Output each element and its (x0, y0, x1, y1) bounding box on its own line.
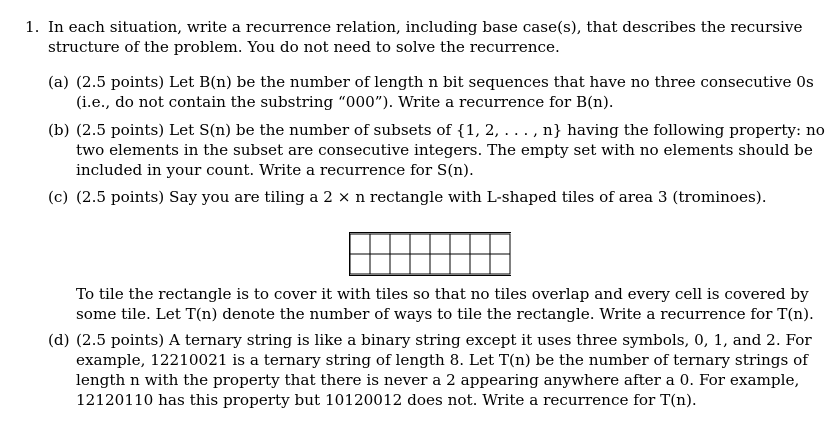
grid-cell (390, 234, 410, 254)
part-b-line-2: two elements in the subset are consecutive integers. The empty set with no elements should be (76, 141, 813, 159)
grid-cell (470, 254, 490, 274)
rectangle-grid-figure (349, 232, 511, 276)
grid-cell (450, 234, 470, 254)
grid-cell (490, 234, 510, 254)
grid-cell (410, 254, 430, 274)
grid-cell (430, 234, 450, 254)
part-c-line-2: To tile the rectangle is to cover it with tiles so that no tiles overlap and every cell is covered by (76, 285, 809, 303)
part-b-label: (b) (48, 121, 70, 139)
grid-cell (410, 234, 430, 254)
grid-cell (350, 254, 370, 274)
part-c-label: (c) (48, 188, 69, 206)
grid-cell (390, 254, 410, 274)
grid-cell (430, 254, 450, 274)
grid-cell (450, 254, 470, 274)
part-d-line-1: (2.5 points) A ternary string is like a binary string except it uses three symbols, 0, 1, and 2. For (76, 331, 812, 349)
grid-cell (490, 254, 510, 274)
part-d-line-2: example, 12210021 is a ternary string of length 8. Let T(n) be the number of ternary strings of (76, 351, 808, 369)
part-c-line-3: some tile. Let T(n) denote the number of ways to tile the rectangle. Write a recurrence for T(n). (76, 305, 814, 323)
part-d-line-4: 12120110 has this property but 10120012 does not. Write a recurrence for T(n). (76, 391, 697, 409)
part-b-line-3: included in your count. Write a recurrence for S(n). (76, 161, 474, 179)
problem-number: 1. (25, 18, 40, 36)
part-a-label: (a) (48, 73, 69, 91)
part-a-line-2: (i.e., do not contain the substring “000”). Write a recurrence for B(n). (76, 93, 614, 111)
part-c-line-1: (2.5 points) Say you are tiling a 2 × n rectangle with L-shaped tiles of area 3 (trominoes). (76, 188, 767, 206)
grid-cell (350, 234, 370, 254)
grid-cell (470, 234, 490, 254)
problem-intro-line-2: structure of the problem. You do not need to solve the recurrence. (48, 38, 560, 56)
part-d-label: (d) (48, 331, 70, 349)
grid-cell (370, 234, 390, 254)
problem-intro-line-1: In each situation, write a recurrence relation, including base case(s), that describes the recursive (48, 18, 803, 36)
part-b-line-1: (2.5 points) Let S(n) be the number of subsets of {1, 2, . . . , n} having the following property: no (76, 121, 825, 139)
part-a-line-1: (2.5 points) Let B(n) be the number of length n bit sequences that have no three consecutive 0s (76, 73, 814, 91)
grid-cell (370, 254, 390, 274)
part-d-line-3: length n with the property that there is never a 2 appearing anywhere after a 0. For example, (76, 371, 800, 389)
